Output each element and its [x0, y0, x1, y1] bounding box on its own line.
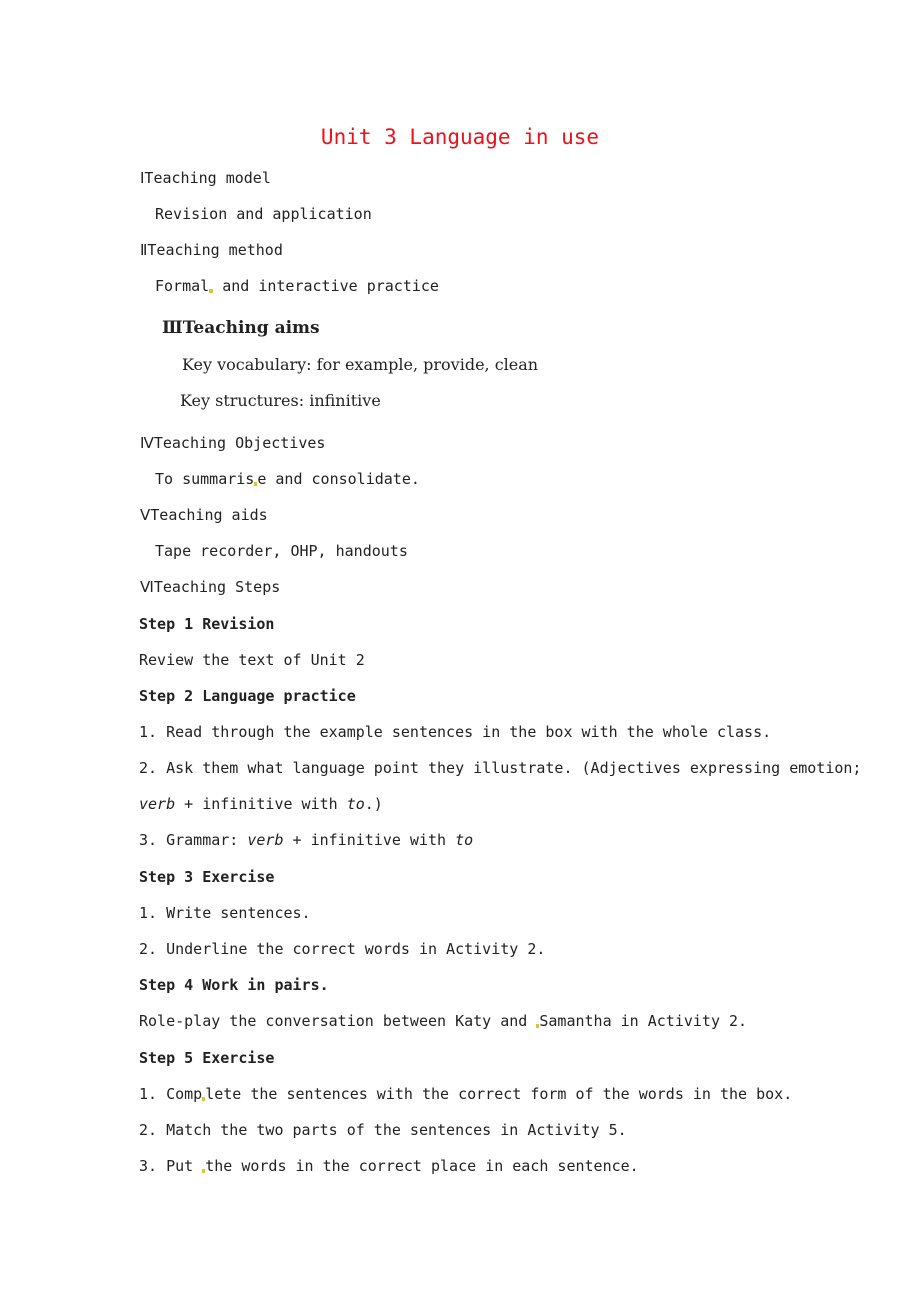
teaching-objectives-text: [155, 469, 420, 489]
step-4-text-part-b: Samantha in Activity 2.: [539, 1012, 748, 1030]
step-4-text-part-a: Role-play the conversation between Katy and: [139, 1012, 537, 1030]
step-5-heading: Step 5 Exercise: [139, 1049, 275, 1067]
teaching-aids-heading: ⅤTeaching aids: [140, 506, 268, 524]
teaching-method-heading: ⅡTeaching method: [140, 241, 283, 259]
step-2-item-3: [139, 830, 473, 850]
closing-paren: .): [364, 795, 383, 813]
infinitive-text: + infinitive with: [283, 831, 456, 849]
step-2-heading: Step 2 Language practice: [139, 687, 356, 705]
key-vocabulary: Key vocabulary: for example, provide, clean: [182, 355, 539, 374]
key-structures: Key structures: infinitive: [180, 391, 381, 410]
verb-italic: verb: [139, 795, 176, 813]
teaching-objectives-heading: ⅣTeaching Objectives: [140, 434, 326, 452]
step-2-item-1: 1. Read through the example sentences in the box with the whole class.: [139, 723, 772, 741]
step-5-item-3-part-a: 3. Put: [139, 1157, 203, 1175]
step-4-text: [139, 1011, 747, 1031]
method-text-part-b: and interactive practice: [213, 277, 439, 295]
teaching-aims-heading: ⅢTeaching aims: [162, 318, 320, 338]
page-title: Unit 3 Language in use: [320, 125, 600, 149]
teaching-steps-heading: ⅥTeaching Steps: [140, 578, 281, 596]
step-5-item-1: [139, 1084, 792, 1104]
step-2-item-2-continued: [139, 794, 383, 814]
verb-italic: verb: [247, 831, 284, 849]
step-5-item-3-part-b: the words in the correct place in each sentence.: [205, 1157, 639, 1175]
teaching-model-text: Revision and application: [155, 205, 372, 223]
infinitive-text: + infinitive with: [175, 795, 347, 813]
step-5-item-1-part-a: 1. Comp: [139, 1085, 203, 1103]
step-3-item-2: 2. Underline the correct words in Activity 2.: [139, 940, 546, 958]
step-5-item-3: [139, 1156, 639, 1176]
to-italic: to: [346, 795, 365, 813]
step-3-heading: Step 3 Exercise: [139, 868, 275, 886]
teaching-method-text: [155, 276, 439, 296]
step-4-heading: Step 4 Work in pairs.: [139, 976, 329, 994]
step-5-item-2: 2. Match the two parts of the sentences in Activity 5.: [139, 1121, 627, 1139]
step-3-item-1: 1. Write sentences.: [139, 904, 311, 922]
step-2-item-2: 2. Ask them what language point they illustrate. (Adjectives expressing emotion;: [139, 759, 862, 777]
teaching-aids-text: Tape recorder, OHP, handouts: [155, 542, 408, 560]
teaching-model-heading: ⅠTeaching model: [140, 169, 271, 187]
method-text-part-a: Formal: [155, 277, 210, 295]
objectives-text-part-b: e and consolidate.: [257, 470, 420, 488]
step-1-heading: Step 1 Revision: [139, 615, 275, 633]
step-5-item-1-part-b: lete the sentences with the correct form of the words in the box.: [205, 1085, 793, 1103]
to-italic: to: [455, 831, 474, 849]
grammar-label: 3. Grammar:: [139, 831, 248, 849]
objectives-text-part-a: To summaris: [155, 470, 255, 488]
step-1-text: Review the text of Unit 2: [139, 651, 365, 669]
